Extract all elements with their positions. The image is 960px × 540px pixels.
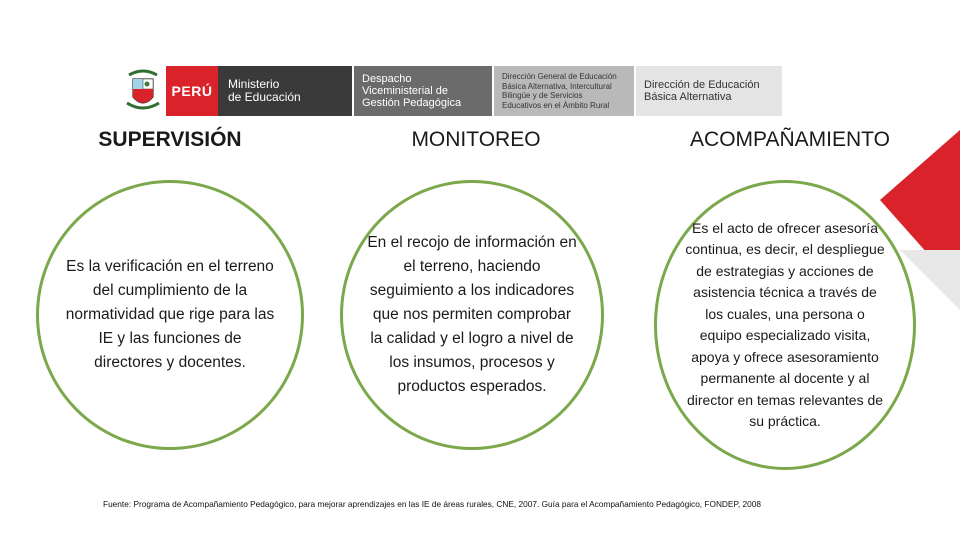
acompanamiento-title: ACOMPAÑAMIENTO [690,128,890,151]
source-note: Fuente: Programa de Acompañamiento Pedagógico, para mejorar aprendizajes en las IE de áreas rurales, CNE, 2007. Guía para el Acompañamiento Pedagógico, FONDEP, 2008 [103,499,761,509]
monitoreo-title: MONITOREO [411,128,541,151]
direccion-basica-label: Dirección de Educación Básica Alternativa [634,66,782,116]
supervision-text: Es la verificación en el terreno del cumplimiento de la normatividad que rige para las IE y las funciones de directores y docentes. [65,258,275,371]
monitoreo-circle [340,180,604,450]
acompanamiento-circle [654,180,916,470]
despacho-label: Despacho Viceministerial de Gestión Pedagógica [352,66,492,116]
supervision-title: SUPERVISIÓN [98,128,242,151]
acompanamiento-text: Es el acto de ofrecer asesoría continua, es decir, el despliegue de estrategias y acciones de asistencia técnica a través de los cuales, una persona o equipo especializado visita, apoya y ofrece asesoramiento permanente al docente y al director en temas relevantes de su práctica. [685,219,885,429]
institutional-header [120,66,782,116]
monitoreo-text: En el recojo de información en el terreno, haciendo seguimiento a los indicadores que nos permiten comprobar la calidad y el logro a nivel de los insumos, procesos y productos esperados. [367,234,577,395]
direccion-general-label: Dirección General de Educación Básica Alternativa, Intercultural Bilingüe y de Servicios Educativos en el Ámbito Rural [492,66,634,116]
supervision-circle [36,180,304,450]
peru-coat-of-arms-icon [120,66,166,116]
peru-label: PERÚ [166,66,218,116]
ministerio-label: Ministerio de Educación [218,66,352,116]
